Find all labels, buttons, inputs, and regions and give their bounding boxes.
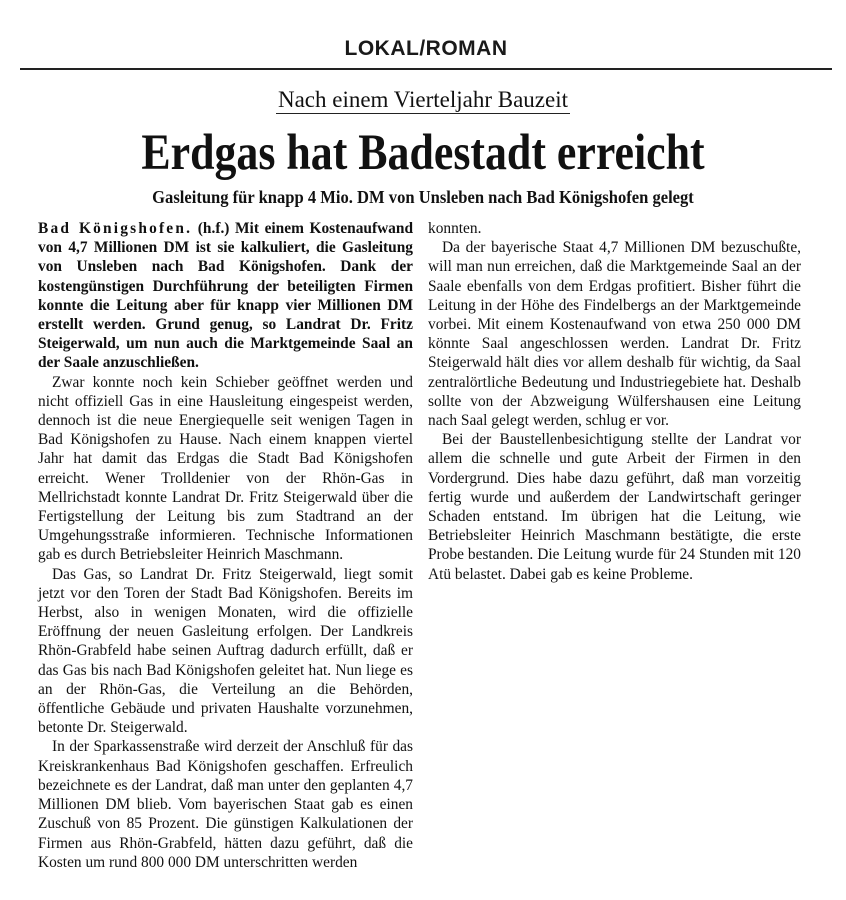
kicker-line [0, 86, 846, 114]
subheadline: Gasleitung für knapp 4 Mio. DM von Unsleben nach Bad Königshofen gelegt [152, 187, 694, 207]
lead-paragraph [38, 219, 413, 373]
paragraph: Das Gas, so Landrat Dr. Fritz Steigerwald, liegt somit jetzt vor den Toren der Stadt Bad Königshofen. Bereits im Herbst, also in wenigen Monaten, wird die offizielle Eröffnung der neuen Gasleitung erfolgen. Der Landkreis Rhön-Grabfeld habe seinen Auftrag dadurch erfüllt, daß er das Gas bis nach Bad Königshofen geleitet hat. Nun liege es an der Rhön-Gas, die Verteilung an die Behörden, öffentliche Gebäude und privaten Haushalte vorzunehmen, betonte Dr. Steigerwald. [38, 565, 413, 737]
kicker-text: Nach einem Vierteljahr Bauzeit [277, 87, 569, 112]
article-column-right [428, 219, 801, 584]
paragraph: Zwar konnte noch kein Schieber geöffnet werden und nicht offiziell Gas in eine Hausleitung eingespeist werden, dennoch ist die neue Energiequelle seit wenigen Tagen in Bad Königshofen zu Hause. Nach einem knappen viertel Jahr hat damit das Erdgas die Stadt Bad Königshofen erreicht. Wener Trolldenier von der Rhön-Gas in Mellrichstadt konnte Landrat Dr. Fritz Steigerwald über die Fertigstellung der Leitung bis zum Stadtrand an der Umgehungsstraße informieren. Technische Informationen gab es durch Betriebsleiter Heinrich Maschmann. [38, 373, 413, 564]
article-column-left [38, 219, 413, 872]
header-rule [20, 68, 832, 70]
dateline: Bad Königshofen. [38, 220, 193, 237]
lead-text: (h.f.) Mit einem Kostenaufwand von 4,7 Millionen DM ist sie kalkuliert, die Gasleitung von Unsleben nach Bad Königshofen. Dank der kostengünstigen Durchführung der beteiligten Firmen konnte die Leitung aber für knapp vier Millionen DM erstellt werden. Grund genug, so Landrat Dr. Fritz Steigerwald, um nun auch die Marktgemeinde Saal an der Saale anzuschließen. [38, 220, 413, 372]
paragraph: Bei der Baustellenbesichtigung stellte der Landrat vor allem die schnelle und gute Arbeit der Firmen in den Vordergrund. Dies habe dazu geführt, daß man vorzeitig fertig wurde und außerdem der Landwirtschaft geringer Schaden entstand. Im übrigen hat die Leitung, wie Betriebsleiter Heinrich Maschmann bestätigte, die erste Probe bestanden. Die Leitung wurde für 24 Stunden mit 120 Atü belastet. Dabei gab es keine Probleme. [428, 431, 801, 583]
paragraph: In der Sparkassenstraße wird derzeit der Anschluß für das Kreiskrankenhaus Bad Königshofen geschaffen. Erfreulich bezeichnete es der Landrat, daß man unter den geplanten 4,7 Millionen DM blieb. Vom bayerischen Staat gab es einen Zuschuß von 85 Prozent. Die günstigen Kalkulationen der Firmen aus Rhön-Grabfeld, hätten dazu geführt, daß die Kosten um rund 800 000 DM unterschritten werden [38, 738, 413, 871]
section-header: LOKAL/ROMAN [344, 37, 508, 60]
paragraph: Da der bayerische Staat 4,7 Millionen DM bezuschußte, will man nun erreichen, daß die Marktgemeinde Saal an der Saale ebenfalls von dem Erdgas profitiert. Bisher führt die Leitung in der Höhe des Findelbergs an der Marktgemeinde vorbei. Mit einem Kostenaufwand von etwa 250 000 DM könnte Saal angeschlossen werden. Landrat Dr. Fritz Steigerwald hält dies vor allem deshalb für wichtig, da Saal zentralörtliche Bedeutung und Industriegebiete hat. Deshalb sollte von der Abzweigung Wülfershausen eine Leitung nach Saal gelegt werden, schlug er vor. [428, 239, 801, 430]
paragraph-continuation: konnten. [428, 220, 482, 237]
headline: Erdgas hat Badestadt erreicht [141, 125, 705, 181]
